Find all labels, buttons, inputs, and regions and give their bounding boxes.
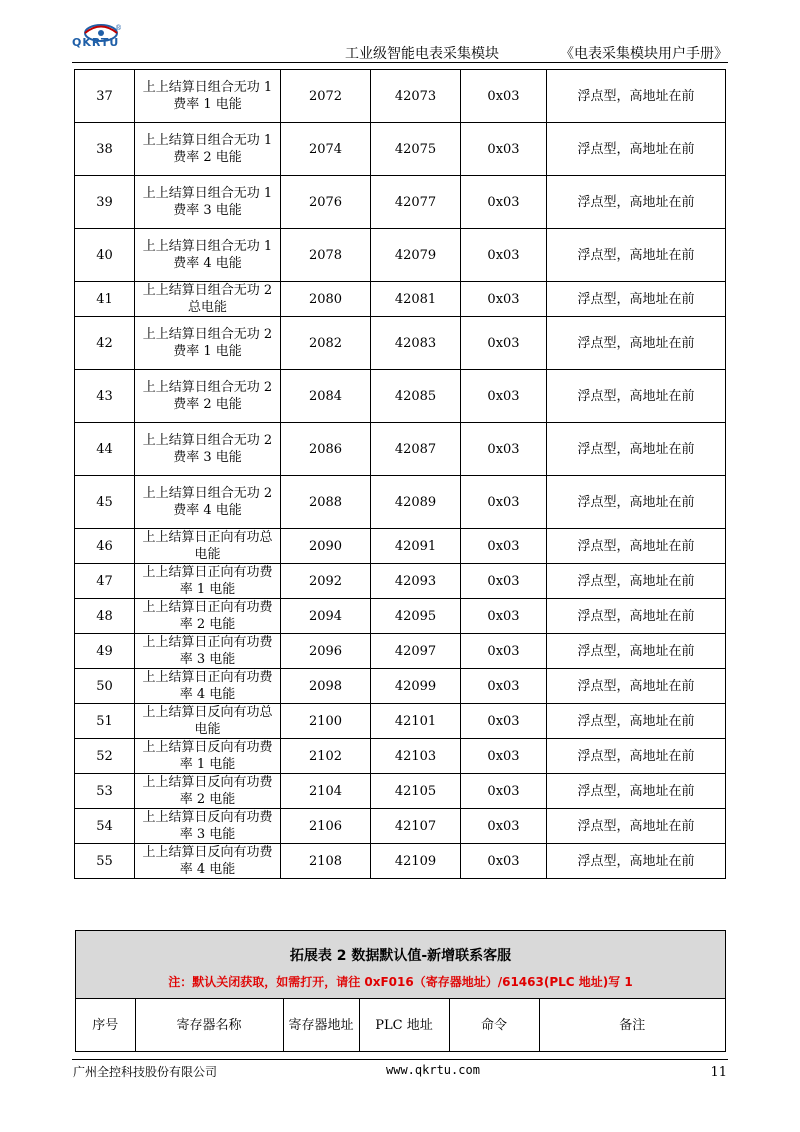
command: 0x03: [461, 599, 547, 634]
command: 0x03: [461, 423, 547, 476]
plc-address: 42081: [371, 282, 461, 317]
command: 0x03: [461, 370, 547, 423]
register-name: 上上结算日组合无功 1 费率 1 电能: [135, 70, 281, 123]
command: 0x03: [461, 123, 547, 176]
remark: 浮点型，高地址在前: [547, 774, 726, 809]
register-address: 2108: [281, 844, 371, 879]
row-index: 40: [75, 229, 135, 282]
command: 0x03: [461, 704, 547, 739]
plc-address: 42079: [371, 229, 461, 282]
register-address: 2078: [281, 229, 371, 282]
plc-address: 42091: [371, 529, 461, 564]
register-address: 2090: [281, 529, 371, 564]
table-row: [75, 634, 726, 669]
remark: 浮点型，高地址在前: [547, 123, 726, 176]
row-index: 38: [75, 123, 135, 176]
plc-address: 42077: [371, 176, 461, 229]
table-row: [75, 599, 726, 634]
extension-table: [75, 930, 726, 1052]
register-table-body: [75, 70, 726, 879]
row-index: 51: [75, 704, 135, 739]
row-index: 50: [75, 669, 135, 704]
table-row: [75, 317, 726, 370]
row-index: 41: [75, 282, 135, 317]
header-product-title: 工业级智能电表采集模块: [345, 46, 499, 62]
command: 0x03: [461, 774, 547, 809]
plc-address: 42109: [371, 844, 461, 879]
header-divider: [72, 62, 728, 63]
remark: 浮点型，高地址在前: [547, 370, 726, 423]
table-row: [75, 739, 726, 774]
plc-address: 42093: [371, 564, 461, 599]
extension-table-note: 注：默认关闭获取，如需打开，请往 0xF016（寄存器地址）/61463(PLC 地址)写 1: [168, 975, 633, 989]
register-name: 上上结算日反向有功总电能: [135, 704, 281, 739]
register-name: 上上结算日反向有功费率 3 电能: [135, 809, 281, 844]
row-index: 48: [75, 599, 135, 634]
row-index: 44: [75, 423, 135, 476]
register-name: 上上结算日组合无功 1 费率 2 电能: [135, 123, 281, 176]
register-address: 2102: [281, 739, 371, 774]
footer-website: www.qkrtu.com: [386, 1063, 480, 1077]
table-row: [75, 70, 726, 123]
plc-address: 42095: [371, 599, 461, 634]
register-address: 2084: [281, 370, 371, 423]
header-cell-index: 序号: [76, 999, 135, 1052]
register-name: 上上结算日正向有功费率 1 电能: [135, 564, 281, 599]
register-name: 上上结算日组合无功 2 费率 3 电能: [135, 423, 281, 476]
remark: 浮点型，高地址在前: [547, 704, 726, 739]
header-cell-register-address: 寄存器地址: [283, 999, 359, 1052]
register-name: 上上结算日反向有功费率 4 电能: [135, 844, 281, 879]
table-row: [75, 704, 726, 739]
remark: 浮点型，高地址在前: [547, 599, 726, 634]
plc-address: 42103: [371, 739, 461, 774]
footer-divider: [72, 1059, 728, 1060]
row-index: 54: [75, 809, 135, 844]
register-name: 上上结算日正向有功总电能: [135, 529, 281, 564]
register-address: 2094: [281, 599, 371, 634]
plc-address: 42097: [371, 634, 461, 669]
plc-address: 42105: [371, 774, 461, 809]
row-index: 43: [75, 370, 135, 423]
row-index: 52: [75, 739, 135, 774]
table-row: [75, 176, 726, 229]
register-name: 上上结算日组合无功 2 费率 1 电能: [135, 317, 281, 370]
command: 0x03: [461, 229, 547, 282]
register-name: 上上结算日正向有功费率 3 电能: [135, 634, 281, 669]
table-row: [75, 669, 726, 704]
remark: 浮点型，高地址在前: [547, 282, 726, 317]
table-row: [75, 844, 726, 879]
register-address: 2082: [281, 317, 371, 370]
registered-mark: ®: [115, 24, 122, 32]
remark: 浮点型，高地址在前: [547, 529, 726, 564]
row-index: 46: [75, 529, 135, 564]
remark: 浮点型，高地址在前: [547, 634, 726, 669]
remark: 浮点型，高地址在前: [547, 844, 726, 879]
register-name: 上上结算日组合无功 1 费率 3 电能: [135, 176, 281, 229]
row-index: 53: [75, 774, 135, 809]
remark: 浮点型，高地址在前: [547, 564, 726, 599]
remark: 浮点型，高地址在前: [547, 70, 726, 123]
extension-table-title: 拓展表 2 数据默认值-新增联系客服: [289, 948, 512, 964]
command: 0x03: [461, 70, 547, 123]
plc-address: 42075: [371, 123, 461, 176]
extension-header-row: [76, 999, 725, 1052]
plc-address: 42087: [371, 423, 461, 476]
row-index: 39: [75, 176, 135, 229]
command: 0x03: [461, 176, 547, 229]
command: 0x03: [461, 317, 547, 370]
register-table: [74, 69, 726, 879]
register-address: 2080: [281, 282, 371, 317]
row-index: 45: [75, 476, 135, 529]
table-row: [75, 529, 726, 564]
register-name: 上上结算日反向有功费率 2 电能: [135, 774, 281, 809]
header-cell-register-name: 寄存器名称: [135, 999, 283, 1052]
footer-company: 广州全控科技股份有限公司: [73, 1065, 218, 1079]
table-row: [75, 123, 726, 176]
command: 0x03: [461, 739, 547, 774]
row-index: 55: [75, 844, 135, 879]
register-name: 上上结算日组合无功 1 费率 4 电能: [135, 229, 281, 282]
register-address: 2088: [281, 476, 371, 529]
page-number: 11: [710, 1065, 727, 1080]
table-row: [75, 809, 726, 844]
command: 0x03: [461, 529, 547, 564]
command: 0x03: [461, 844, 547, 879]
extension-table-caption: [76, 931, 725, 999]
command: 0x03: [461, 634, 547, 669]
row-index: 49: [75, 634, 135, 669]
row-index: 37: [75, 70, 135, 123]
register-name: 上上结算日组合无功 2 费率 4 电能: [135, 476, 281, 529]
plc-address: 42073: [371, 70, 461, 123]
command: 0x03: [461, 476, 547, 529]
row-index: 47: [75, 564, 135, 599]
table-row: [75, 476, 726, 529]
header-cell-plc-address: PLC 地址: [359, 999, 449, 1052]
header-cell-command: 命令: [449, 999, 539, 1052]
register-name: 上上结算日正向有功费率 4 电能: [135, 669, 281, 704]
table-row: [75, 564, 726, 599]
logo-text: QKRTU: [72, 36, 120, 49]
table-row: [75, 229, 726, 282]
table-row: [75, 423, 726, 476]
remark: 浮点型，高地址在前: [547, 229, 726, 282]
header-manual-title: 《电表采集模块用户手册》: [560, 46, 728, 62]
command: 0x03: [461, 564, 547, 599]
command: 0x03: [461, 282, 547, 317]
register-address: 2092: [281, 564, 371, 599]
table-row: [75, 370, 726, 423]
register-name: 上上结算日正向有功费率 2 电能: [135, 599, 281, 634]
register-address: 2086: [281, 423, 371, 476]
table-row: [75, 774, 726, 809]
plc-address: 42085: [371, 370, 461, 423]
remark: 浮点型，高地址在前: [547, 476, 726, 529]
plc-address: 42089: [371, 476, 461, 529]
register-address: 2106: [281, 809, 371, 844]
extension-table-header: [76, 999, 725, 1052]
remark: 浮点型，高地址在前: [547, 739, 726, 774]
remark: 浮点型，高地址在前: [547, 176, 726, 229]
remark: 浮点型，高地址在前: [547, 669, 726, 704]
register-address: 2100: [281, 704, 371, 739]
command: 0x03: [461, 669, 547, 704]
plc-address: 42107: [371, 809, 461, 844]
register-address: 2104: [281, 774, 371, 809]
table-row: [75, 282, 726, 317]
remark: 浮点型，高地址在前: [547, 809, 726, 844]
register-address: 2076: [281, 176, 371, 229]
register-address: 2098: [281, 669, 371, 704]
register-address: 2096: [281, 634, 371, 669]
plc-address: 42101: [371, 704, 461, 739]
command: 0x03: [461, 809, 547, 844]
register-name: 上上结算日反向有功费率 1 电能: [135, 739, 281, 774]
register-name: 上上结算日组合无功 2 费率 2 电能: [135, 370, 281, 423]
row-index: 42: [75, 317, 135, 370]
remark: 浮点型，高地址在前: [547, 317, 726, 370]
header-cell-remark: 备注: [619, 1017, 646, 1033]
register-address: 2074: [281, 123, 371, 176]
remark: 浮点型，高地址在前: [547, 423, 726, 476]
plc-address: 42083: [371, 317, 461, 370]
plc-address: 42099: [371, 669, 461, 704]
register-name: 上上结算日组合无功 2 总电能: [135, 282, 281, 317]
register-address: 2072: [281, 70, 371, 123]
